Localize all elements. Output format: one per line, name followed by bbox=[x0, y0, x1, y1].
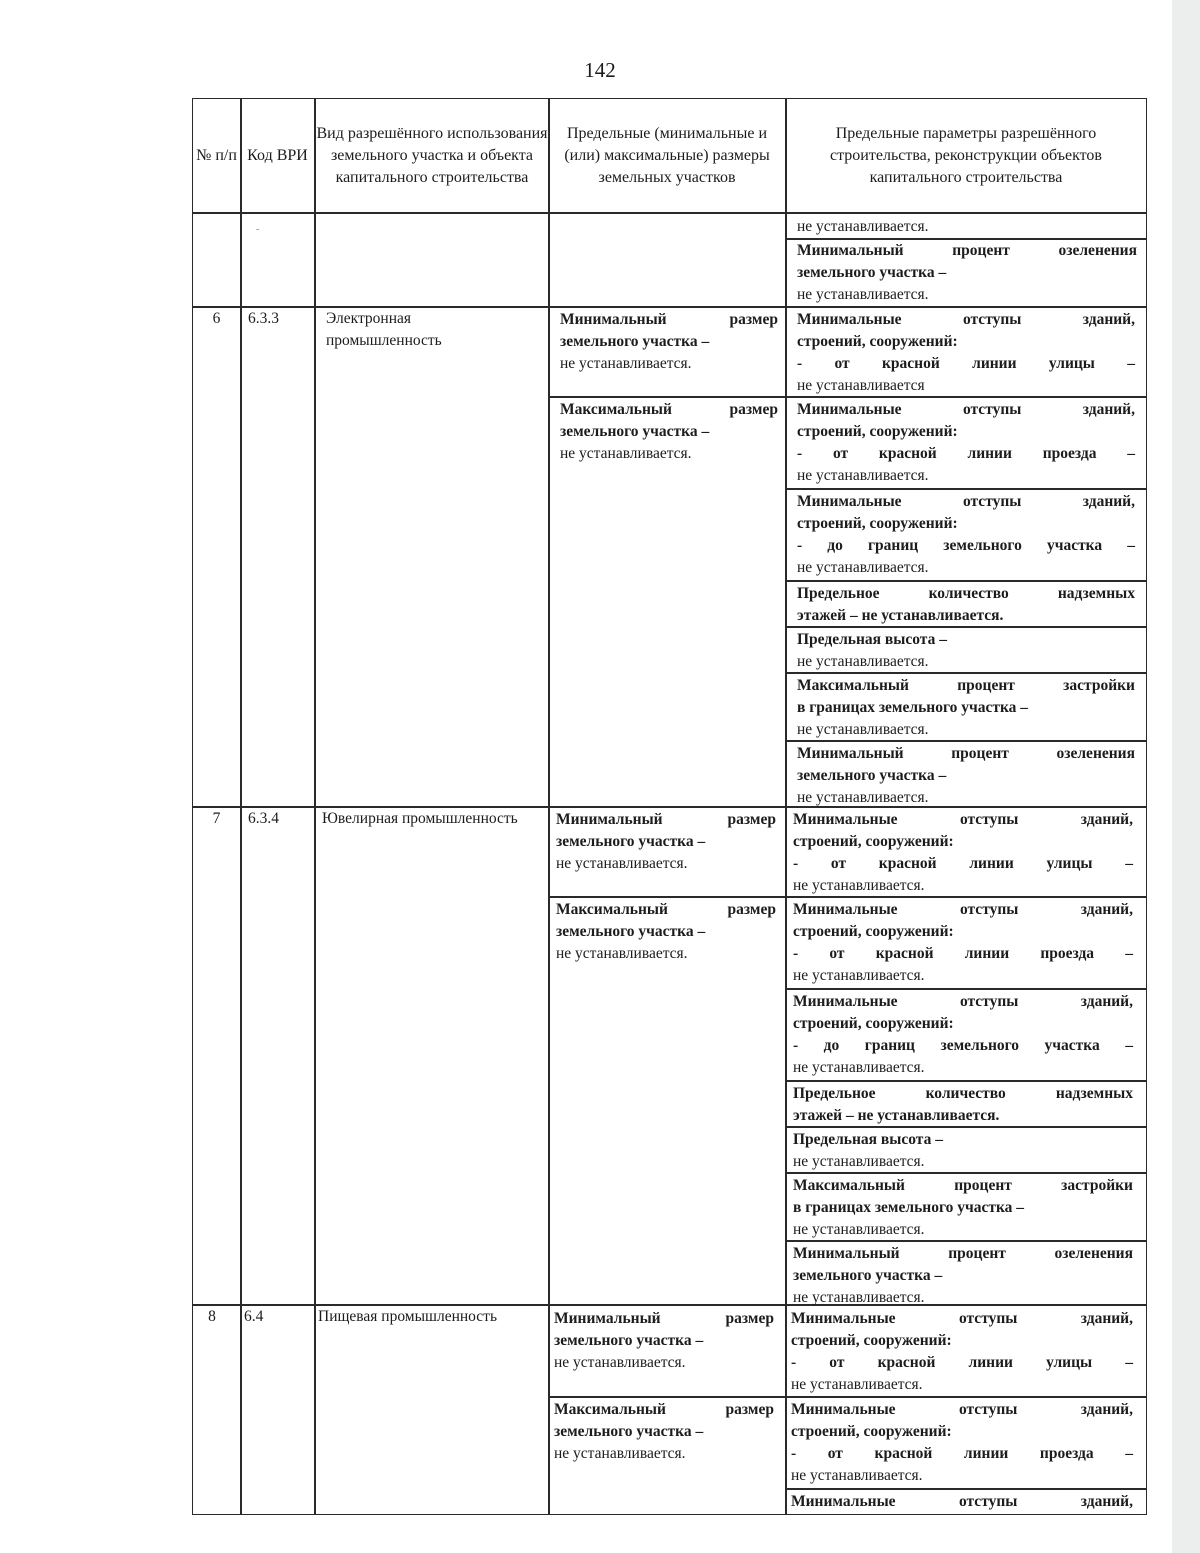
row-number: 6 bbox=[212, 310, 221, 327]
scan-edge bbox=[1172, 0, 1200, 1553]
continuation-text: не устанавливается. bbox=[797, 218, 929, 235]
params-passage-offset: Минимальные отступы зданий, строений, сооружений: - от красной линии проезда – не устанавливается. bbox=[797, 401, 1135, 484]
header-code: Код ВРИ bbox=[247, 146, 308, 164]
row-code: 6.3.4 bbox=[248, 810, 279, 827]
params-boundary-offset: Минимальные отступы зданий, строений, сооружений: - до границ земельного участка – не устанавливается. bbox=[793, 993, 1133, 1076]
row-number: 7 bbox=[212, 810, 221, 827]
max-size-cell: Максимальный размер земельного участка – не устанавливается. bbox=[560, 401, 778, 462]
params-floors: Предельное количество надземных этажей – не устанавливается. bbox=[793, 1085, 1133, 1124]
params-boundary-offset: Минимальные отступы зданий, строений, сооружений: - до границ земельного участка – не устанавливается. bbox=[797, 493, 1135, 576]
params-height: Предельная высота – не устанавливается. bbox=[793, 1131, 943, 1170]
params-street-offset: Минимальные отступы зданий, строений, сооружений: - от красной линии улицы – не устанавливается. bbox=[791, 1310, 1133, 1393]
header-build-params: Предельные параметры разрешённого строительства, реконструкции объектов капитального строительства bbox=[830, 124, 1102, 186]
header-use-kind: Вид разрешённого использования земельного участка и объекта капитального строительства bbox=[316, 124, 548, 186]
min-size-cell: Минимальный размер земельного участка – не устанавливается. bbox=[560, 311, 778, 372]
min-size-cell: Минимальный размер земельного участка – не устанавливается. bbox=[556, 811, 776, 872]
params-green-percent: Минимальный процент озеленения земельного участка – не устанавливается. bbox=[793, 1245, 1133, 1306]
max-size-cell: Максимальный размер земельного участка – не устанавливается. bbox=[554, 1401, 774, 1462]
row-number: 8 bbox=[208, 1308, 216, 1325]
params-build-percent: Максимальный процент застройки в границах земельного участка – не устанавливается. bbox=[797, 677, 1135, 738]
params-height: Предельная высота – не устанавливается. bbox=[797, 631, 947, 670]
min-size-cell: Минимальный размер земельного участка – не устанавливается. bbox=[554, 1310, 774, 1371]
params-green-percent: Минимальный процент озеленения земельного участка – не устанавливается. bbox=[797, 745, 1135, 806]
row-code: 6.4 bbox=[244, 1308, 264, 1325]
row-code: 6.3.3 bbox=[248, 310, 279, 327]
row-use-kind: Пищевая промышленность bbox=[318, 1308, 498, 1325]
max-size-cell: Максимальный размер земельного участка – не устанавливается. bbox=[556, 901, 776, 962]
header-plot-sizes: Предельные (минимальные и (или) максимальные) размеры земельных участков bbox=[564, 124, 770, 186]
params-passage-offset: Минимальные отступы зданий, строений, сооружений: - от красной линии проезда – не устанавливается. bbox=[791, 1401, 1133, 1484]
params-floors: Предельное количество надземных этажей – не устанавливается. bbox=[797, 585, 1135, 624]
header-number: № п/п bbox=[196, 146, 237, 164]
params-build-percent: Максимальный процент застройки в границах земельного участка – не устанавливается. bbox=[793, 1177, 1133, 1238]
page-number: 142 bbox=[584, 58, 616, 82]
params-street-offset: Минимальные отступы зданий, строений, сооружений: - от красной линии улицы – не устанавливается bbox=[797, 311, 1135, 394]
params-boundary-offset: Минимальные отступы зданий, bbox=[791, 1493, 1133, 1510]
params-street-offset: Минимальные отступы зданий, строений, сооружений: - от красной линии улицы – не устанавливается. bbox=[793, 811, 1133, 894]
row-use-kind: Ювелирная промышленность bbox=[322, 810, 518, 827]
params-green-cont: Минимальный процент озеленения земельного участка – не устанавливается. bbox=[797, 242, 1137, 303]
row-use-kind: Электронная промышленность bbox=[326, 310, 442, 349]
scan-mark: - bbox=[256, 224, 260, 235]
params-passage-offset: Минимальные отступы зданий, строений, сооружений: - от красной линии проезда – не устанавливается. bbox=[793, 901, 1133, 984]
